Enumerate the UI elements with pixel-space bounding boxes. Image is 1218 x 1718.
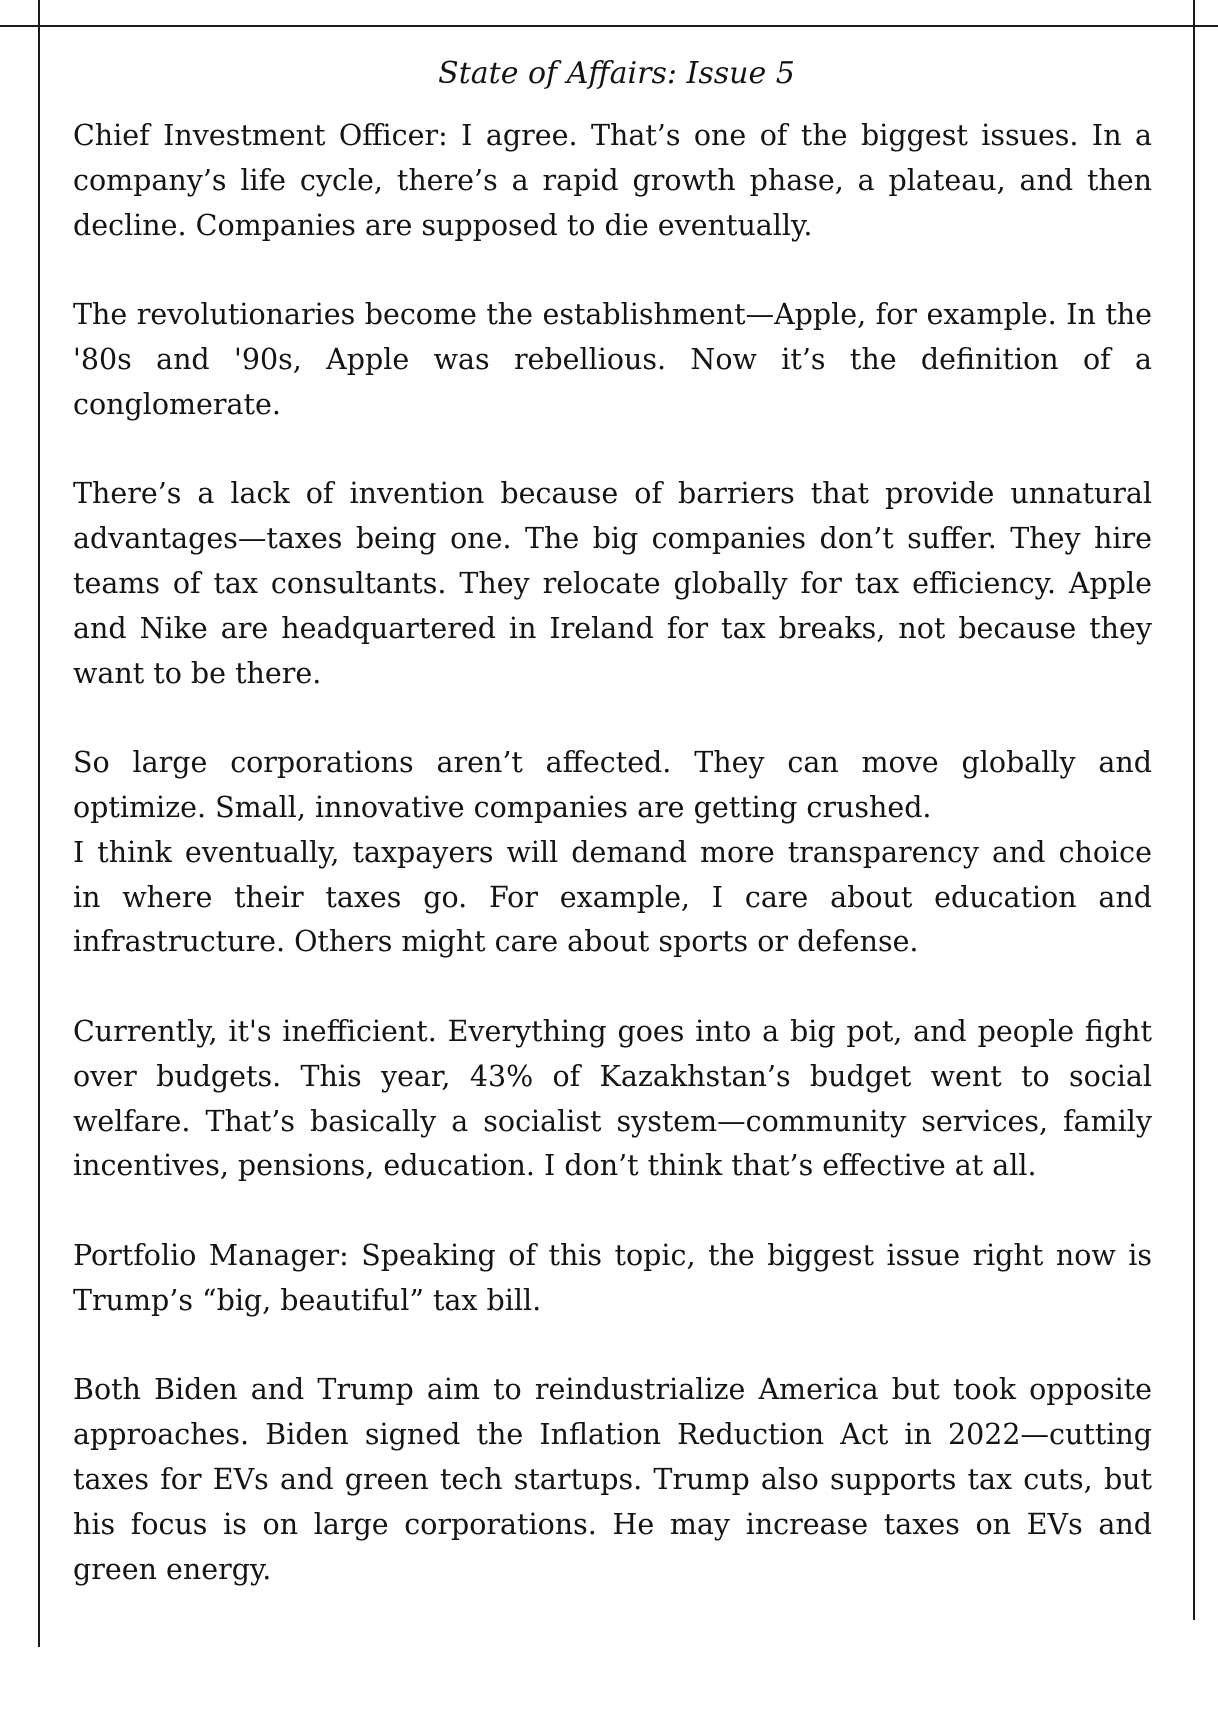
right-border-line xyxy=(1193,0,1195,1620)
paragraph-biden-trump: Both Biden and Trump aim to reindustrialize America but took opposite approaches. Biden signed the Inflation Reduction Act in 2022—cutting taxes for EVs and green tech startups. Trump also supports tax cuts, but his focus is on large corporations. He may increase taxes on EVs and green energy. xyxy=(73,1373,1152,1586)
paragraph-large-corporations: So large corporations aren’t affected. They can move globally and optimize. Small, innovative companies are getting crushed. xyxy=(73,746,1152,824)
paragraph-apple-establishment: The revolutionaries become the establishment—Apple, for example. In the '80s and '90s, Apple was rebellious. Now it’s the definition of a conglomerate. xyxy=(73,298,1152,421)
paragraph-tax-transparency: I think eventually, taxpayers will demand more transparency and choice in where their taxes go. For example, I care about education and infrastructure. Others might care about sports or defense. xyxy=(73,835,1152,959)
left-border-line xyxy=(38,0,40,1647)
top-border-line xyxy=(0,25,1218,27)
paragraph-portfolio-manager: Portfolio Manager: Speaking of this topic, the biggest issue right now is Trump’s “big, beautiful” tax bill. xyxy=(73,1238,1152,1317)
page-title: State of Affairs: Issue 5 xyxy=(438,56,795,91)
paragraph-tax-barriers: There’s a lack of invention because of barriers that provide unnatural advantages—taxes being one. The big companies don’t suffer. They hire teams of tax consultants. They relocate globally for tax efficiency. Apple and Nike are headquartered in Ireland for tax breaks, not because they want to be there. xyxy=(73,477,1152,690)
paragraph-cio-lifecycle: Chief Investment Officer: I agree. That’s one of the biggest issues. In a company’s life cycle, there’s a rapid growth phase, a plateau, and then decline. Companies are supposed to die eventually. xyxy=(73,119,1152,242)
body-text xyxy=(73,114,1152,1592)
paragraph-kazakhstan-budget: Currently, it's inefficient. Everything goes into a big pot, and people fight over budgets. This year, 43% of Kazakhstan’s budget went to social welfare. That’s basically a socialist system—community services, family incentives, pensions, education. I don’t think that’s effective at all. xyxy=(73,1014,1152,1183)
